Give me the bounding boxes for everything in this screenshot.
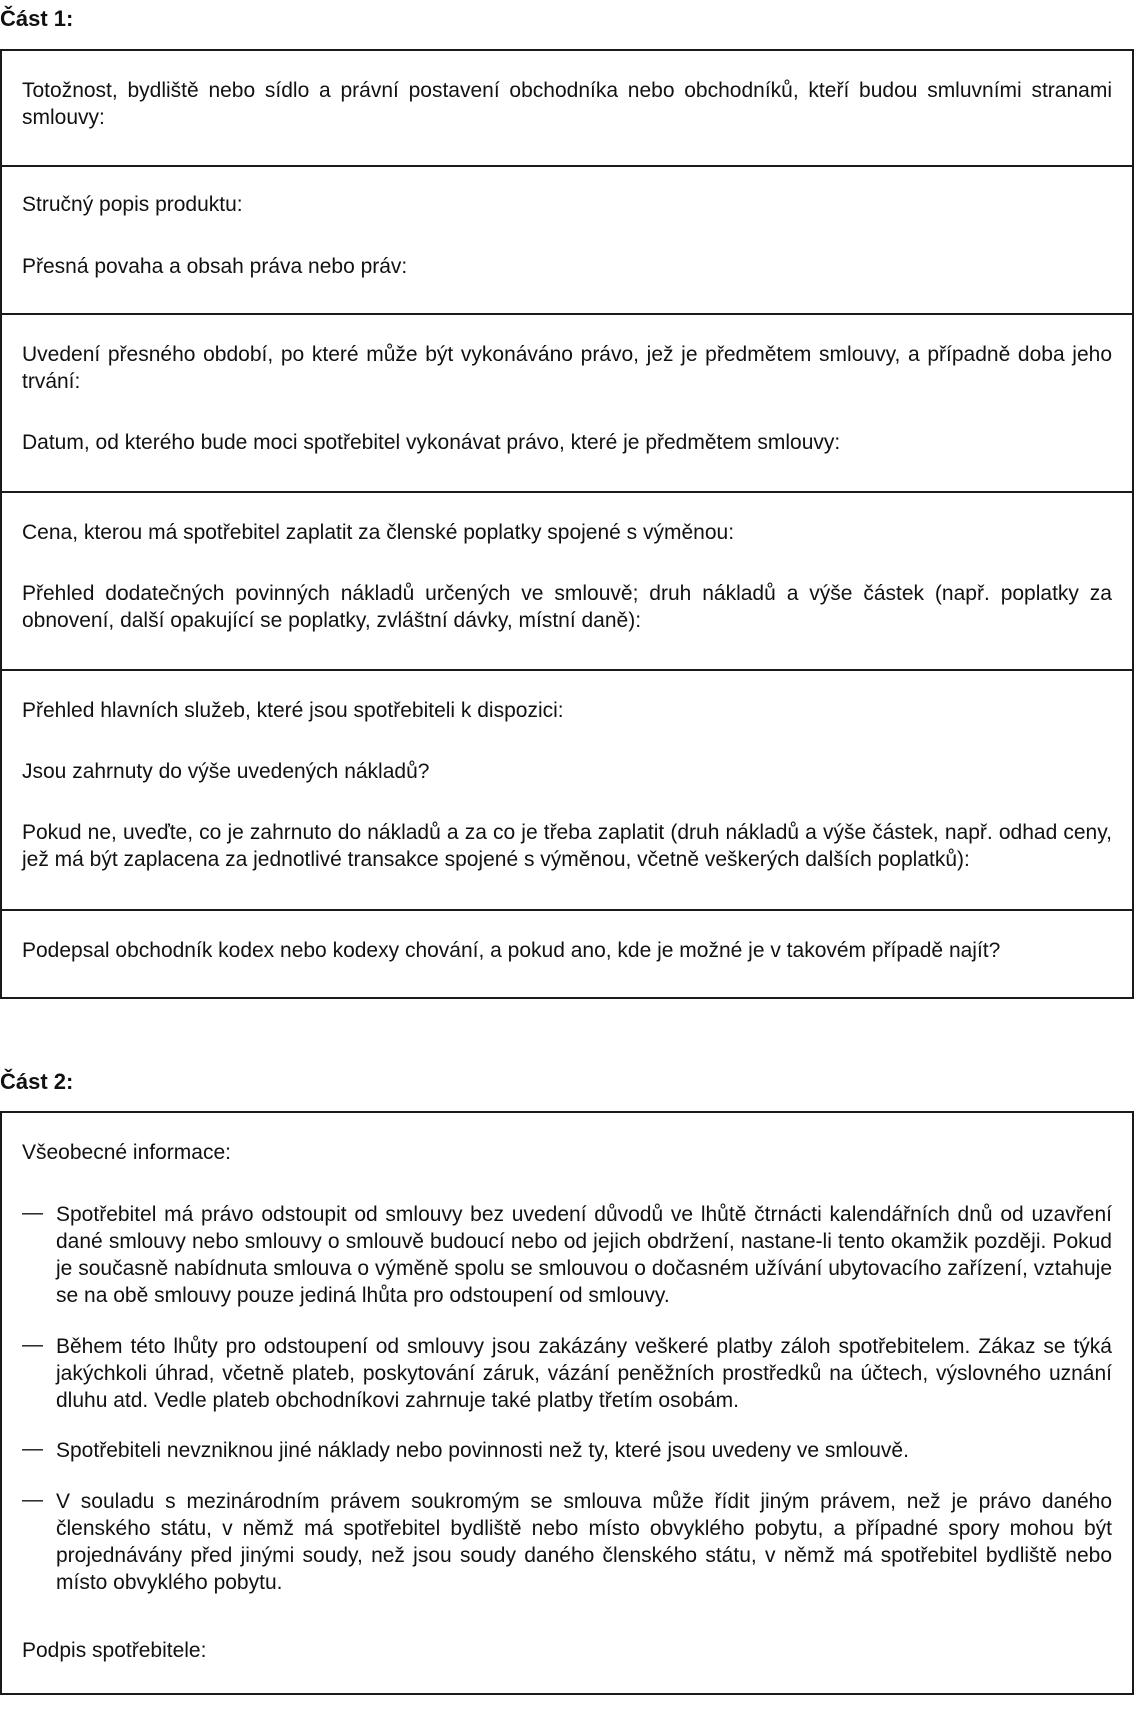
cell-text: Pokud ne, uveďte, co je zahrnuto do nákladů a za co je třeba zaplatit (druh nákladů a výše částek, např. odhad ceny, jež má být zaplacena za jednotlivé transakce spojené s výměnou, včetně veškerých dalších poplatků): — [22, 821, 1112, 871]
dash-mark: — — [22, 1488, 43, 1511]
cell-text: Cena, kterou má spotřebitel zaplatit za členské poplatky spojené s výměnou: — [22, 521, 735, 544]
cell-text: Přehled hlavních služeb, které jsou spotřebiteli k dispozici: — [22, 699, 564, 722]
bullet-text: Spotřebitel má právo odstoupit od smlouvy bez uvedení důvodů ve lhůtě čtrnácti kalendářních dnů od uzavření dané smlouvy nebo smlouvy o smlouvě budoucí nebo od jejich obdržení, nastane-li tento okamžik později. Pokud je současně nabídnuta smlouva o výměně spolu se smlouvou o dočasném užívání ubytovacího zařízení, vztahuje se na obě smlouvy pouze jediná lhůta pro odstoupení od smlouvy. — [56, 1203, 1112, 1307]
dash-mark: — — [22, 1201, 43, 1224]
bullet-text: Spotřebiteli nevzniknou jiné náklady nebo povinnosti než ty, které jsou uvedeny ve smlouvě. — [56, 1439, 909, 1462]
part1-heading: Část 1: — [0, 6, 74, 31]
cell-text: Jsou zahrnuty do výše uvedených nákladů? — [22, 760, 430, 783]
cell-text: Datum, od kterého bude moci spotřebitel vykonávat právo, které je předmětem smlouvy: — [22, 431, 841, 454]
consumer-signature-label: Podpis spotřebitele: — [22, 1639, 207, 1662]
part1-cell-identity — [0, 49, 1134, 167]
cell-text: Uvedení přesného období, po které může být vykonáváno právo, jež je předmětem smlouvy, a případně doba jeho trvání: — [22, 343, 1112, 393]
bullet-text: Během této lhůty pro odstoupení od smlouvy jsou zakázány veškeré platby záloh spotřebitelem. Zákaz se týká jakýchkoli úhrad, včetně plateb, poskytování záruk, vázání peněžních prostředků na účtech, výslovného uznání dluhu atd. Vedle plateb obchodníkovi zahrnuje také platby třetím osobám. — [56, 1335, 1112, 1412]
bullet-text: V souladu s mezinárodním právem soukromým se smlouva může řídit jiným právem, než je právo daného členského státu, v němž má spotřebitel bydliště nebo místo obvyklého pobytu, a případné spory mohou být projednávány před jinými soudy, než jsou soudy daného členského státu, v němž má spotřebitel bydliště nebo místo obvyklého pobytu. — [56, 1490, 1112, 1594]
part1-cell-price — [0, 491, 1134, 671]
cell-text: Totožnost, bydliště nebo sídlo a právní postavení obchodníka nebo obchodníků, kteří budou smluvními stranami smlouvy: — [22, 79, 1112, 129]
part2-heading: Část 2: — [0, 1069, 74, 1094]
part2-box — [0, 1111, 1134, 1695]
dash-mark: — — [22, 1437, 43, 1460]
dash-mark: — — [22, 1333, 43, 1356]
part1-cell-code-of-conduct — [0, 909, 1134, 999]
cell-text: Přesná povaha a obsah práva nebo práv: — [22, 255, 408, 278]
bullet-item — [22, 1201, 1112, 1309]
part1-cell-period — [0, 313, 1134, 493]
cell-text: Podepsal obchodník kodex nebo kodexy chování, a pokud ano, kde je možné je v takovém případě najít? — [22, 939, 1001, 962]
cell-text: Přehled dodatečných povinných nákladů určených ve smlouvě; druh nákladů a výše částek (např. poplatky za obnovení, další opakující se poplatky, zvláštní dávky, místní daně): — [22, 582, 1112, 632]
part1-cell-services — [0, 669, 1134, 911]
part1-cell-product — [0, 165, 1134, 315]
cell-text: Stručný popis produktu: — [22, 193, 243, 216]
bullet-item — [22, 1333, 1112, 1414]
bullet-item — [22, 1488, 1112, 1596]
general-info-label: Všeobecné informace: — [22, 1141, 231, 1164]
bullet-item — [22, 1437, 1112, 1464]
